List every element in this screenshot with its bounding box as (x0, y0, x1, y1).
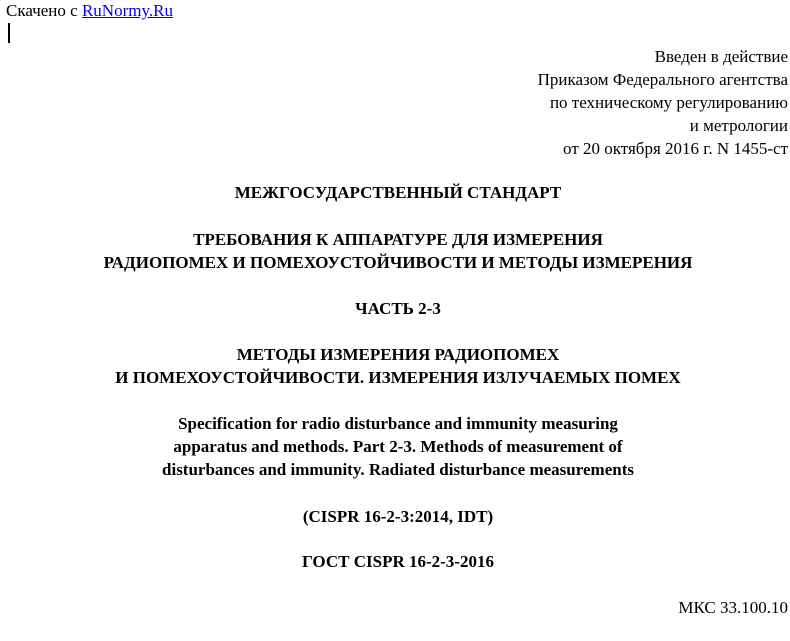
russian-title (0, 228, 790, 274)
part-label: ЧАСТЬ 2-3 (355, 299, 441, 318)
identity-note (0, 505, 790, 528)
standard-type-heading (0, 181, 790, 204)
english-title-line: apparatus and methods. Part 2-3. Methods of measurement of (173, 437, 623, 456)
download-source-prefix: Скачено с (6, 1, 82, 20)
english-title (0, 412, 790, 481)
english-title-line: disturbances and immunity. Radiated disturbance measurements (162, 460, 634, 479)
download-source-line (6, 1, 173, 21)
standard-type: МЕЖГОСУДАРСТВЕННЫЙ СТАНДАРТ (234, 183, 562, 202)
enactment-line: Введен в действие (654, 47, 788, 66)
enactment-line: Приказом Федерального агентства (537, 70, 788, 89)
russian-title-line: ТРЕБОВАНИЯ К АППАРАТУРЕ ДЛЯ ИЗМЕРЕНИЯ (193, 230, 603, 249)
russian-title-line: РАДИОПОМЕХ И ПОМЕХОУСТОЙЧИВОСТИ И МЕТОДЫ ИЗМЕРЕНИЯ (103, 253, 693, 272)
russian-subtitle-line: И ПОМЕХОУСТОЙЧИВОСТИ. ИЗМЕРЕНИЯ ИЗЛУЧАЕМЫХ ПОМЕХ (115, 368, 681, 387)
russian-subtitle-line: МЕТОДЫ ИЗМЕРЕНИЯ РАДИОПОМЕХ (236, 345, 560, 364)
gost-designation: ГОСТ CISPR 16-2-3-2016 (302, 552, 494, 571)
cispr-identity: (CISPR 16-2-3:2014, IDT) (302, 507, 494, 526)
russian-subtitle (0, 343, 790, 389)
enactment-block (538, 45, 788, 160)
enactment-line: от 20 октября 2016 г. N 1455-ст (563, 139, 788, 158)
english-title-line: Specification for radio disturbance and immunity measuring (178, 414, 618, 433)
enactment-line: по техническому регулированию (549, 93, 788, 112)
part-heading (0, 297, 790, 320)
text-cursor (8, 23, 10, 43)
mks-classification: МКС 33.100.10 (678, 598, 788, 617)
designation-heading (0, 550, 790, 573)
runormy-link[interactable]: RuNormy.Ru (81, 1, 173, 20)
enactment-line: и метрологии (689, 116, 788, 135)
